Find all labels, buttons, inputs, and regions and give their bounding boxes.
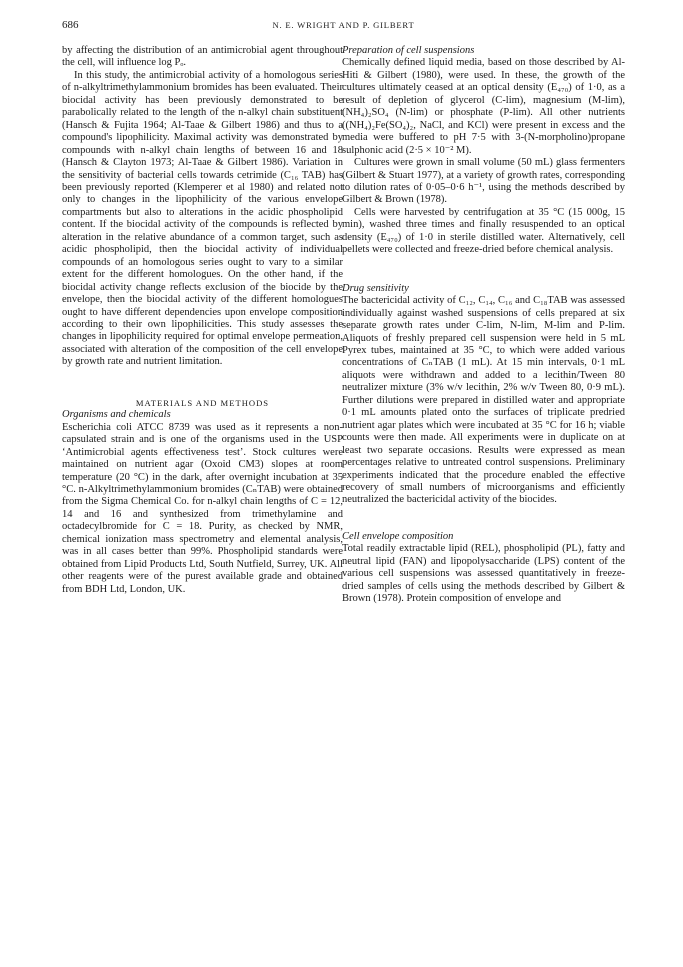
section-spacer — [342, 257, 625, 283]
running-title: N. E. WRIGHT AND P. GILBERT — [272, 20, 415, 30]
section-spacer — [342, 507, 625, 531]
intro-paragraph: In this study, the antimicrobial activity of a homologous series of n-alkyltrimethylammonium bromides has been evaluated. Their biocidal activity has been previously demonstrated to be parabolically related to the length of the n-alkyl chain substituent (Hansch & Fujita 1964; Al-Taae & Gilbert 1986) and thus to a compound's lipophilicity. Maximal activity was demonstrated by compounds with n-alkyl chain lengths of between 16 and 18 (Hansch & Clayton 1973; Al-Taae & Gilbert 1986). Variation in the sensitivity of bacterial cells towards cetrimide (C₁₆ TAB) has been previously reported (Klemperer et al 1980) and related not only to changes in the lipophilicity of the various envelope compartments but also to alterations in the acidic phospholipid content. If the biocidal activity of the compounds is reflected by alteration in the relative abundance of a common target, such as acidic phospholipid, then the biocidal activity of individual compounds of an homologous series ought to vary to a similar extent for the different homologues. On the other hand, if the biocidal activity change reflects exclusion of the biocide by the envelope, then the biocidal activity of the different homologues ought to have different dependencies upon envelope composition according to their own lipophilicities. This study assesses the changes in lipophilicity required for optimal envelope permeation, associated with alteration of the composition of the cell envelope by growth rate and nutrient limitation. — [62, 69, 343, 368]
left-column — [62, 45, 343, 596]
preparation-paragraph-2: Cultures were grown in small volume (50 mL) glass fermenters (Gilbert & Stuart 1977), at a variety of growth rates, corresponding to dilution rates of 0·05–0·6 h⁻¹, using the methods described by Gilbert & Brown (1978). — [342, 157, 625, 206]
running-head — [62, 19, 625, 35]
subheading-drug-sensitivity: Drug sensitivity — [342, 282, 409, 294]
cell-envelope-paragraph: Total readily extractable lipid (REL), phospholipid (PL), fatty and neutral lipid (FAN) and lipopolysaccharide (LPS) content of the various cell suspensions was assessed quantitatively in freeze-dried samples of cells using the methods described by Gilbert & Brown (1978). Protein composition of envelope and — [342, 543, 625, 605]
section-heading-materials-methods: MATERIALS AND METHODS — [135, 397, 270, 408]
subheading-preparation: Preparation of cell suspensions — [342, 45, 475, 56]
subheading-cell-envelope: Cell envelope composition — [342, 530, 454, 542]
right-column — [342, 45, 625, 606]
drug-sensitivity-paragraph: The bactericidal activity of C₁₂, C₁₄, C₁₆ and C₁₈TAB was assessed individually against washed suspensions of cells prepared at six separate growth rates under C-lim, N-lim, M-lim and P-lim. Aliquots of freshly prepared cell suspension were held in 5 mL Pyrex tubes, maintained at 35 °C, to which were added various concentrations of CₙTAB (1 mL). At 15 min intervals, 0·1 mL aliquots were withdrawn and added to a lecithin/Tween 80 neutralizer mixture (3% w/v lecithin, 2% w/v Tween 80, 0·9 mL). Further dilutions were prepared in distilled water and appropriate 0·1 mL amounts plated onto the surfaces of triplicate predried nutrient agar plates which were incubated at 35 °C for 16 h; viable counts were then made. All experiments were in duplicate on at least two separate occasions. Results were expressed as mean percentages relative to untreated control suspensions. Preliminary experiments indicated that the procedure enabled the effective recovery of small numbers of microorganisms and efficiently neutralized the bactericidal activity of the biocides. — [342, 295, 625, 506]
page-number: 686 — [62, 19, 79, 31]
intro-continuation: by affecting the distribution of an antimicrobial agent throughout the cell, will influence log Pₒ. — [62, 45, 343, 69]
preparation-paragraph-3: Cells were harvested by centrifugation at 35 °C (15 000g, 15 min), washed three times and finally resuspended to an optical density (E₄₇₀) of 1·0 in sterile distilled water. Alternatively, cell pellets were collected and freeze-dried before chemical analysis. — [342, 206, 625, 256]
organisms-paragraph: Escherichia coli ATCC 8739 was used as it represents a non-capsulated strain and is one of the organisms used in the USP ‘Antimicrobial agents effectiveness test’. Stock cultures were maintained on nutrient agar (Oxoid CM3) slopes at room temperature (20 °C) in the dark, after overnight incubation at 35 °C. n-Alkyltrimethylammonium bromides (CₙTAB) were obtained from the Sigma Chemical Co. for n-alkyl chain lengths of C = 12, 14 and 16 and synthesized from trimethylamine and octadecylbromide for C = 18. Purity, as checked by NMR, chemical ionization mass spectrometry and elemental analysis, was in all cases better than 99%. Phospholipid standards were obtained from Lipid Products Ltd, South Nutfield, Surrey, UK. All other reagents were of the purest available grade and obtained from BDH Ltd, London, UK. — [62, 421, 343, 595]
section-spacer — [62, 369, 343, 397]
preparation-paragraph-1: Chemically defined liquid media, based on those described by Al-Hiti & Gilbert (1980), were used. In these, the growth of the cultures ultimately ceased at an optical density (E₄₇₀) of 1·0, as a result of depletion of glycerol (C-lim), magnesium (M-lim), (NH₄)₂SO₄ (N-lim) or phosphate (P-lim). All other nutrients ((NH₄)₂Fe(SO₄)₂, NaCl, and KCl) were present in excess and the media were buffered to pH 7·5 with 3-(N-morpholino)propane sulphonic acid (2·5 × 10⁻² M). — [342, 57, 625, 156]
subheading-organisms-chemicals: Organisms and chemicals — [62, 409, 171, 421]
